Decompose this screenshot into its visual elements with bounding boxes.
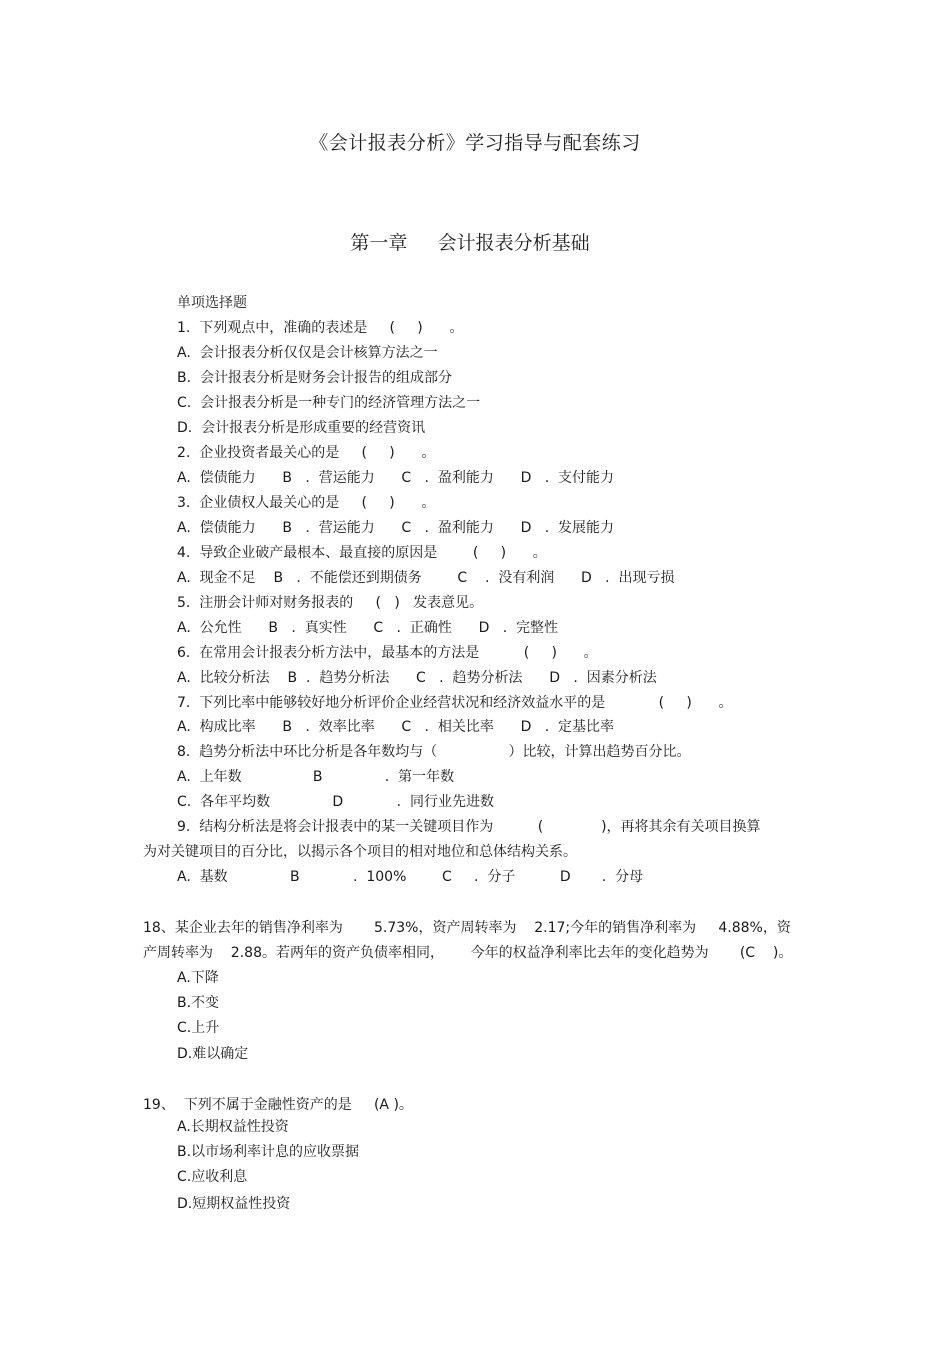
question-line: 3. 企业债权人最关心的是 ( ) 。 xyxy=(177,495,436,511)
option-line: A. 偿债能力 B . 营运能力 C . 盈利能力 D . 发展能力 xyxy=(177,520,615,536)
question-line: 8. 趋势分析法中环比分析是各年数均与（ ）比较，计算出趋势百分比。 xyxy=(177,744,691,760)
question-line: 5. 注册会计师对财务报表的 ( ) 发表意见。 xyxy=(177,595,484,611)
question-line: 2. 企业投资者最关心的是 ( ) 。 xyxy=(177,445,436,461)
option-line: C.应收利息 xyxy=(177,1169,248,1185)
question-line: 4. 导致企业破产最根本、最直接的原因是 ( ) 。 xyxy=(177,545,547,561)
question-line: 9. 结构分析法是将会计报表中的某一关键项目作为 ( )，再将其余有关项目换算 xyxy=(177,819,761,835)
option-line: A. 会计报表分析仅仅是会计核算方法之一 xyxy=(177,345,438,361)
option-line: A. 公允性 B . 真实性 C . 正确性 D . 完整性 xyxy=(177,620,559,636)
question-line-continuation: 产周转率为 2.88。若两年的资产负债率相同， 今年的权益净利率比去年的变化趋势为 (C )。 xyxy=(143,945,793,961)
option-line: D. 会计报表分析是形成重要的经营资讯 xyxy=(177,420,426,436)
option-line: A. 上年数 B . 第一年数 xyxy=(177,769,455,785)
question-line: 7. 下列比率中能够较好地分析评价企业经营状况和经济效益水平的是 ( ) 。 xyxy=(177,695,733,711)
option-line: A. 偿债能力 B . 营运能力 C . 盈利能力 D . 支付能力 xyxy=(177,470,615,486)
option-line: A. 基数 B . 100% C . 分子 D . 分母 xyxy=(177,869,644,885)
option-line: A. 现金不足 B . 不能偿还到期债务 C . 没有利润 D . 出现亏损 xyxy=(177,570,675,586)
document-title: 《会计报表分析》学习指导与配套练习 xyxy=(309,132,641,154)
option-line: A. 构成比率 B . 效率比率 C . 相关比率 D . 定基比率 xyxy=(177,719,615,735)
chapter-heading: 第一章 会计报表分析基础 xyxy=(350,232,590,254)
option-line: A.长期权益性投资 xyxy=(177,1119,289,1135)
option-line: D.短期权益性投资 xyxy=(177,1196,291,1212)
option-line: B. 会计报表分析是财务会计报告的组成部分 xyxy=(177,370,452,386)
section-heading: 单项选择题 xyxy=(177,295,247,311)
question-line-continuation: 为对关键项目的百分比，以揭示各个项目的相对地位和总体结构关系。 xyxy=(143,844,577,860)
option-line: B.以市场利率计息的应收票据 xyxy=(177,1144,360,1160)
option-line: C. 会计报表分析是一种专门的经济管理方法之一 xyxy=(177,395,481,411)
question-line: 1. 下列观点中，准确的表述是 ( ) 。 xyxy=(177,320,464,336)
option-line: C. 各年平均数 D . 同行业先进数 xyxy=(177,794,494,810)
question-line: 6. 在常用会计报表分析方法中，最基本的方法是 ( ) 。 xyxy=(177,645,598,661)
option-line: C.上升 xyxy=(177,1020,220,1036)
question-line: 19、 下列不属于金融性资产的是 (A )。 xyxy=(143,1097,413,1113)
option-line: B.不变 xyxy=(177,995,220,1011)
option-line: A.下降 xyxy=(177,970,219,986)
option-line: A. 比较分析法 B . 趋势分析法 C . 趋势分析法 D . 因素分析法 xyxy=(177,670,657,686)
option-line: D.难以确定 xyxy=(177,1046,249,1062)
question-line: 18、某企业去年的销售净利率为 5.73%，资产周转率为 2.17;今年的销售净利率为 4.88%，资 xyxy=(143,920,791,936)
